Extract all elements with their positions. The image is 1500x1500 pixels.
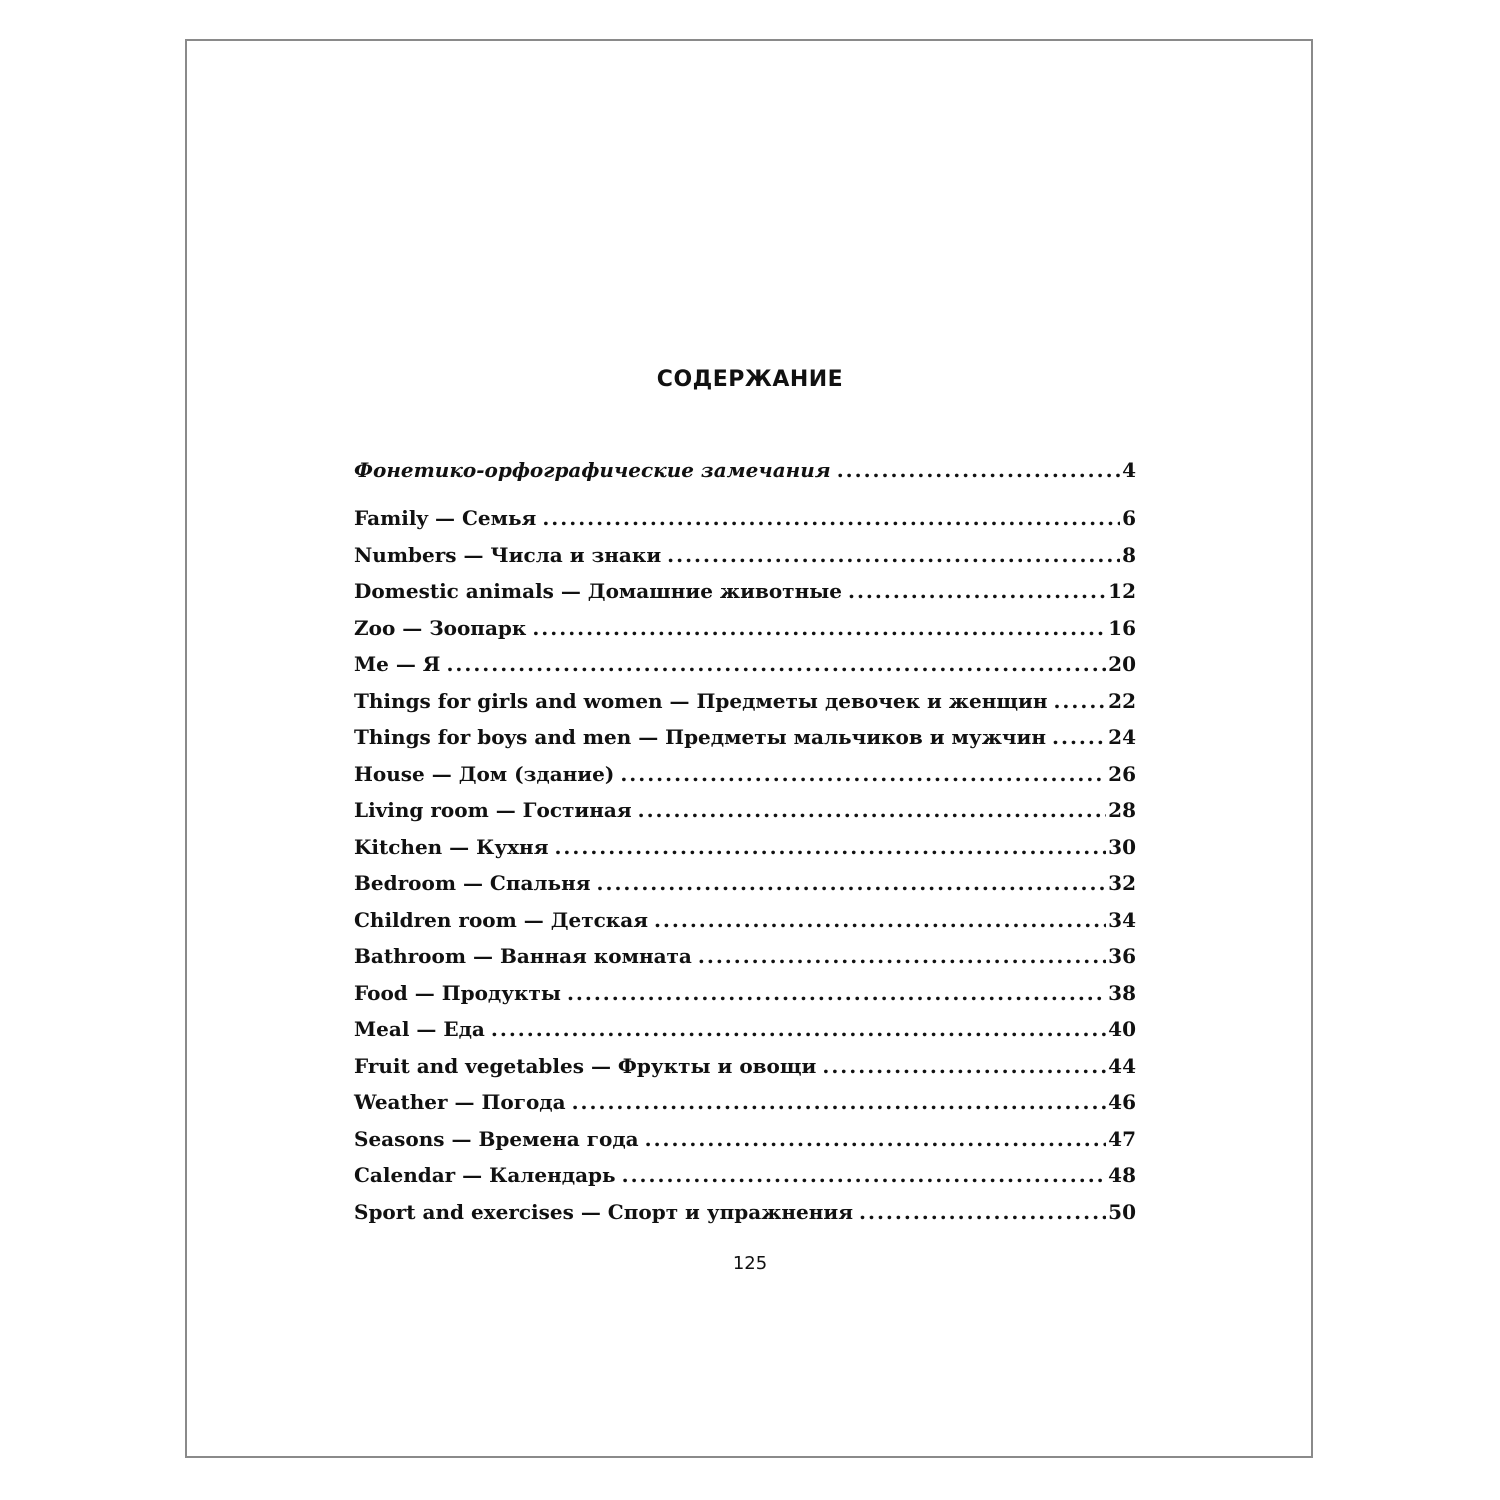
toc-entry-page: 46 [1108, 1090, 1136, 1114]
toc-dot-leader [620, 762, 1106, 786]
toc-entry[interactable] [354, 579, 1136, 616]
toc-dot-leader [572, 1090, 1107, 1114]
toc-entry-label: Domestic animals — Домашние животные [354, 579, 842, 603]
toc-entry-page: 44 [1108, 1053, 1136, 1078]
toc-dot-leader [446, 652, 1106, 676]
toc-entry-page: 36 [1108, 944, 1136, 968]
toc-entry-label: Calendar — Календарь [354, 1163, 616, 1187]
toc-entry-label: Bathroom — Ванная комната [354, 944, 692, 968]
toc-entry-page: 38 [1108, 980, 1136, 1005]
toc-entry-label: House — Дом (здание) [354, 761, 615, 786]
toc-entry-label: Weather — Погода [354, 1090, 566, 1114]
toc-entry-page: 12 [1108, 579, 1136, 603]
toc-entry-page: 4 [1122, 458, 1136, 482]
toc-dot-leader [622, 1163, 1107, 1187]
toc-entry-page: 48 [1108, 1163, 1136, 1187]
toc-entry[interactable] [354, 835, 1136, 872]
toc-entry-label: Children room — Детская [354, 907, 648, 932]
toc-entry-page: 30 [1108, 834, 1136, 859]
toc-entry[interactable] [354, 616, 1136, 653]
toc-dot-leader [1053, 689, 1106, 713]
toc-entry-label: Sport and exercises — Спорт и упражнения [354, 1199, 854, 1224]
toc-entry[interactable] [354, 652, 1136, 689]
toc-dot-leader [554, 835, 1106, 859]
toc-entry-page: 26 [1108, 761, 1136, 786]
toc-entry-label: Seasons — Времена года [354, 1126, 639, 1151]
toc-entry[interactable] [354, 1090, 1136, 1127]
toc-entry[interactable] [354, 1200, 1136, 1237]
toc-entry-page: 20 [1108, 652, 1136, 676]
toc-entry-label: Living room — Гостиная [354, 798, 632, 822]
toc-dot-leader [698, 944, 1106, 968]
toc-entry-label: Food — Продукты [354, 980, 561, 1005]
toc-entry-label: Things for girls and women — Предметы девочек и женщин [354, 688, 1048, 713]
toc-entry-label: Family — Семья [354, 506, 537, 530]
toc-entry-page: 32 [1108, 871, 1136, 895]
toc-dot-leader [532, 616, 1106, 640]
toc-entry-page: 8 [1122, 542, 1136, 567]
toc-entry[interactable] [354, 689, 1136, 726]
toc-entry[interactable] [354, 944, 1136, 981]
toc-entry-page: 22 [1108, 688, 1136, 713]
toc-dot-leader [491, 1017, 1106, 1041]
toc-entry-label: Fruit and vegetables — Фрукты и овощи [354, 1053, 817, 1078]
toc-entry-label: Bedroom — Спальня [354, 871, 591, 895]
toc-entry-page: 6 [1122, 506, 1136, 530]
toc-entry-page: 28 [1108, 798, 1136, 822]
toc-entry-label: Numbers — Числа и знаки [354, 542, 662, 567]
toc-entry-page: 34 [1108, 907, 1136, 932]
toc-entry-page: 40 [1108, 1017, 1136, 1041]
table-of-contents [354, 458, 1136, 1236]
toc-dot-leader [597, 871, 1107, 895]
toc-dot-leader [567, 981, 1106, 1005]
toc-dot-leader [837, 458, 1120, 482]
toc-entry[interactable] [354, 981, 1136, 1018]
toc-entry-label: Zoo — Зоопарк [354, 615, 527, 640]
toc-entry-page: 24 [1108, 725, 1136, 749]
toc-dot-leader [638, 798, 1107, 822]
toc-entry-label: Kitchen — Кухня [354, 834, 549, 859]
toc-dot-leader [848, 579, 1106, 603]
toc-dot-leader [542, 506, 1120, 530]
toc-entry[interactable] [354, 1163, 1136, 1200]
page-number: 125 [732, 1253, 768, 1274]
toc-entry-page: 50 [1108, 1199, 1136, 1224]
toc-entry[interactable] [354, 725, 1136, 762]
toc-entry[interactable] [354, 506, 1136, 543]
toc-entry[interactable] [354, 458, 1136, 506]
toc-dot-leader [654, 908, 1106, 932]
toc-entry[interactable] [354, 543, 1136, 580]
toc-entry-label: Meal — Еда [354, 1017, 485, 1041]
toc-dot-leader [667, 543, 1120, 567]
toc-entry[interactable] [354, 798, 1136, 835]
page-title: СОДЕРЖАНИЕ [656, 367, 844, 392]
toc-entry[interactable] [354, 908, 1136, 945]
toc-entry[interactable] [354, 1017, 1136, 1054]
toc-entry[interactable] [354, 871, 1136, 908]
toc-entry-label: Things for boys and men — Предметы мальчиков и мужчин [354, 725, 1047, 749]
toc-entry[interactable] [354, 762, 1136, 799]
toc-entry-label: Фонетико-орфографические замечания [354, 458, 831, 482]
toc-dot-leader [1052, 725, 1106, 749]
toc-dot-leader [859, 1200, 1106, 1224]
toc-entry[interactable] [354, 1127, 1136, 1164]
toc-entry[interactable] [354, 1054, 1136, 1091]
toc-dot-leader [822, 1054, 1106, 1078]
toc-entry-page: 47 [1108, 1126, 1136, 1151]
toc-dot-leader [645, 1127, 1107, 1151]
toc-entry-label: Me — Я [354, 652, 441, 676]
toc-entry-page: 16 [1108, 615, 1136, 640]
